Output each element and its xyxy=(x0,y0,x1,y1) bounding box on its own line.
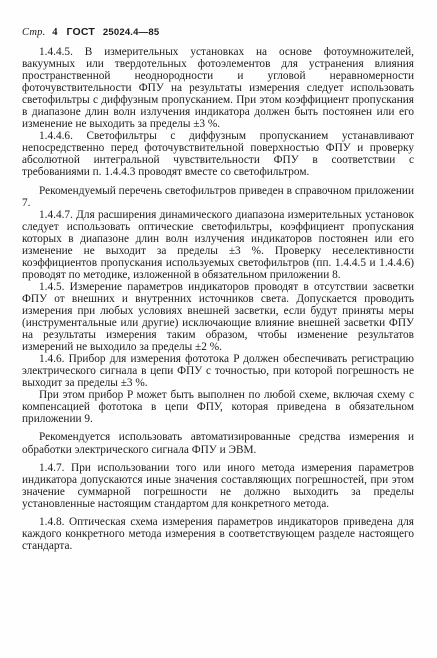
paragraph-1-4-5: 1.4.5. Измерение параметров индикаторов проводят в отсутствии засветки ФПУ от внешних и внутренних источников света. Допускается проводить измерения при любых условиях внешней засветки, если будут приняты меры (инструментальные или другие) исключающие влияние внешней засветки ФПУ на результаты измерения таким образом, чтобы изменение результатов измерений не выходило за пределы ±2 %. xyxy=(22,280,414,354)
page-number: 4 xyxy=(52,27,58,38)
paragraph-1-4-4-6: 1.4.4.6. Светофильтры с диффузным пропусканием устанавливают непосредственно перед фоточувствительной поверхностью ФПУ и проверку абсолютной интегральной чувствительности ФПУ в соответствии с требованиями п. 1.4.4.3 проводят вместе со светофильтром. xyxy=(22,130,414,179)
document-body xyxy=(22,46,414,552)
paragraph-filters-reference: Рекомендуемый перечень светофильтров приведен в справочном приложении 7. xyxy=(22,184,414,209)
paragraph-device-scheme: При этом прибор P может быть выполнен по любой схеме, включая схему с компенсацией фототока в цепи ФПУ, которая приведена в обязательном приложении 9. xyxy=(22,389,414,426)
paragraph-1-4-4-7: 1.4.4.7. Для расширения динамического диапазона измерительных установок следует использовать оптические светофильтры, коэффициент пропускания которых в диапазоне длин волн излучения индикаторов постоянен или его изменение не выходит за пределы ±3 %. Проверку неселективности коэффициентов пропускания используемых светофильтров (пп. 1.4.4.5 и 1.4.4.6) проводят по методике, изложенной в обязательном приложении 8. xyxy=(22,208,414,281)
paragraph-1-4-7: 1.4.7. При использовании того или иного метода измерения параметров индикатора допускаются иные значения составляющих погрешностей, при этом значение суммарной погрешности не должно выходить за пределы установленные настоящим стандартом для конкретного метода. xyxy=(22,461,414,510)
standard-code: 25024.4—85 xyxy=(102,27,160,38)
paragraph-1-4-6: 1.4.6. Прибор для измерения фототока P должен обеспечивать регистрацию электрического сигнала в цепи ФПУ с точностью, при которой погрешность не выходит за пределы ±3 %. xyxy=(22,353,414,390)
page-header xyxy=(22,26,159,38)
paragraph-automation-recommendation: Рекомендуется использовать автоматизированные средства измерения и обработки электрического сигнала ФПУ и ЭВМ. xyxy=(22,431,414,456)
paragraph-1-4-8: 1.4.8. Оптическая схема измерения параметров индикаторов приведена для каждого конкретного метода измерения в соответствующем разделе настоящего стандарта. xyxy=(22,515,414,552)
paragraph-1-4-4-5: 1.4.4.5. В измерительных установках на основе фотоумножителей, вакуумных или твердотельных фотоэлементов для устранения влияния пространственной неоднородности и угловой неравномерности фоточувствительности ФПУ на результаты измерения следует использовать светофильтры с диффузным пропусканием. При этом коэффициент пропускания в диапазоне длин волн излучения индикатора должен быть постоянен или его изменение не выходить за пределы ±3 %. xyxy=(22,46,414,131)
page-label: Стр. xyxy=(22,27,46,38)
standard-name: ГОСТ xyxy=(66,26,96,38)
